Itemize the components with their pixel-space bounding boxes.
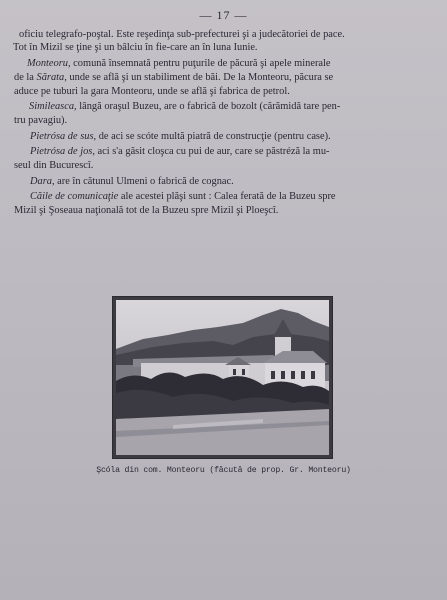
text-line: Simileasca, lângă oraşul Buzeu, are o fabrică de bozolt (cărămidă tare pen- — [29, 101, 341, 112]
photo-caption: Şcóla din com. Monteoru (făcută de prop. Gr. Monteoru) — [96, 466, 351, 475]
text-line: seul din Bucurescî. — [14, 160, 94, 171]
text-line: Pietrósa de jos, aci s'a găsit cloşca cu pui de aur, care se păstréză la mu- — [30, 146, 330, 157]
text-line: Mizil şi Şoseaua naţională tot de la Buzeu spre Mizil şi Ploeşcî. — [14, 205, 279, 216]
page-number: — 17 — — [199, 8, 248, 22]
text-line: Tot în Mizil se ţine şi un bâlciu în fie-care an în luna Iunie. — [13, 42, 258, 53]
text-line: aduce pe tuburi la gara Monteoru, unde se află şi fabrica de petrol. — [14, 86, 290, 97]
school-photo — [113, 297, 332, 458]
text-line: Căile de comunicaţie ale acestei plăşi sunt : Calea ferată de la Buzeu spre — [30, 191, 336, 202]
text-line: oficiu telegrafo-poştal. Este reşedinţa sub-prefecturei şi a judecătoriei de pace. — [19, 29, 345, 40]
text-line: Monteoru, comună însemnată pentru puţurile de păcură şi apele minerale — [27, 58, 331, 69]
text-line: de la Sărata, unde se află şi un stabiliment de băi. De la Monteoru, păcura se — [14, 72, 334, 83]
text-line: tru pavagiu). — [14, 115, 68, 126]
text-line: Pietrósa de sus, de aci se scóte multă piatră de construcţie (pentru case). — [30, 131, 331, 142]
text-line: Dara, are în cătunul Ulmeni o fabrică de cognac. — [30, 176, 234, 187]
